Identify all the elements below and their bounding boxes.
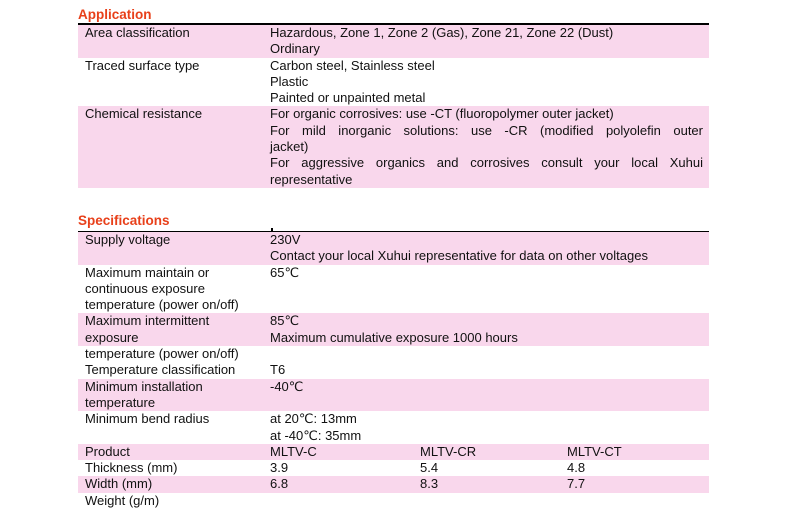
product-cell: MLTV-CT bbox=[567, 443, 622, 459]
table-row-max-maintain-temperature bbox=[78, 265, 709, 314]
row-value bbox=[270, 232, 709, 265]
row-label-line: temperature (power on/off) bbox=[85, 297, 239, 313]
row-label-line: Temperature classification bbox=[85, 362, 236, 378]
product-cell: MLTV-CR bbox=[420, 443, 477, 459]
row-label bbox=[78, 58, 270, 74]
table-row-chemical-resistance bbox=[78, 106, 709, 187]
row-label-line: Maximum maintain or bbox=[85, 264, 210, 280]
row-label bbox=[78, 411, 270, 427]
table-row-thickness bbox=[78, 460, 709, 476]
row-value-line: at 20℃: 13mm bbox=[270, 411, 357, 427]
application-table bbox=[78, 23, 709, 188]
row-label-line: temperature bbox=[85, 394, 156, 410]
row-value bbox=[270, 362, 709, 378]
row-value-line: -40℃ bbox=[270, 378, 304, 394]
application-heading: Application bbox=[78, 7, 152, 22]
row-label-line: Maximum intermittent bbox=[85, 313, 210, 329]
row-label-line: Chemical resistance bbox=[85, 106, 203, 122]
specifications-table bbox=[78, 231, 709, 509]
table-row-weight bbox=[78, 493, 709, 509]
table-row-min-installation-temperature bbox=[78, 379, 709, 412]
row-value bbox=[270, 106, 709, 187]
row-value-line: at -40℃: 35mm bbox=[270, 427, 362, 443]
product-cell: 4.8 bbox=[567, 460, 586, 476]
row-label-line: Width (mm) bbox=[85, 476, 153, 492]
column-divider-tick bbox=[271, 228, 273, 232]
row-label bbox=[78, 265, 270, 314]
row-label bbox=[78, 493, 270, 509]
product-cell: 7.7 bbox=[567, 476, 586, 492]
product-columns bbox=[270, 460, 709, 476]
product-cell bbox=[420, 493, 567, 509]
row-value-line: For aggressive organics and corrosives consult your local Xuhui bbox=[270, 155, 703, 171]
row-value-line: Contact your local Xuhui representative for data on other voltages bbox=[270, 248, 648, 264]
table-row-traced-surface-type bbox=[78, 58, 709, 107]
row-label-line: Traced surface type bbox=[85, 57, 200, 73]
row-value-line: Painted or unpainted metal bbox=[270, 90, 426, 106]
table-row-min-bend-radius bbox=[78, 411, 709, 444]
row-label-line: continuous exposure bbox=[85, 280, 205, 296]
row-label-line: Thickness (mm) bbox=[85, 460, 178, 476]
row-label bbox=[78, 379, 270, 412]
row-value-line: Carbon steel, Stainless steel bbox=[270, 57, 435, 73]
row-label-line: Weight (g/m) bbox=[85, 492, 160, 508]
row-value-line: 85℃ bbox=[270, 313, 300, 329]
row-label-line: Area classification bbox=[85, 25, 190, 40]
table-row-intermittent-label-continuation bbox=[78, 346, 709, 362]
row-value bbox=[270, 411, 709, 444]
table-row-temperature-classification bbox=[78, 362, 709, 378]
row-value-line: Ordinary bbox=[270, 41, 320, 57]
row-value-line: representative bbox=[270, 171, 353, 187]
row-label bbox=[78, 106, 270, 122]
row-value-line: For mild inorganic solutions: use -CR (modified polyolefin outer bbox=[270, 122, 703, 138]
row-label-line: Minimum bend radius bbox=[85, 411, 210, 427]
row-value-line: 230V bbox=[270, 231, 301, 247]
row-value-line: 65℃ bbox=[270, 264, 300, 280]
row-value-line: T6 bbox=[270, 362, 286, 378]
table-row-max-intermittent-exposure bbox=[78, 313, 709, 346]
table-row-width bbox=[78, 476, 709, 492]
product-columns bbox=[270, 444, 709, 460]
row-label bbox=[78, 362, 270, 378]
row-label bbox=[78, 346, 270, 362]
product-cell bbox=[270, 493, 420, 509]
product-columns bbox=[270, 476, 709, 492]
row-value-line: Plastic bbox=[270, 73, 309, 89]
row-value bbox=[270, 265, 709, 281]
row-label bbox=[78, 232, 270, 248]
table-row-area-classification bbox=[78, 25, 709, 58]
product-cell: 6.8 bbox=[270, 476, 289, 492]
row-label bbox=[78, 444, 270, 460]
row-label bbox=[78, 313, 270, 346]
row-label bbox=[78, 476, 270, 492]
row-value bbox=[270, 313, 709, 346]
product-cell bbox=[567, 493, 709, 509]
row-value-line: For organic corrosives: use -CT (fluoropolymer outer jacket) bbox=[270, 106, 614, 122]
row-value-line: Hazardous, Zone 1, Zone 2 (Gas), Zone 21, Zone 22 (Dust) bbox=[270, 25, 614, 40]
product-cell: 3.9 bbox=[270, 460, 289, 476]
product-cell: 8.3 bbox=[420, 476, 439, 492]
row-value bbox=[270, 25, 709, 58]
row-value-line: Maximum cumulative exposure 1000 hours bbox=[270, 329, 518, 345]
product-cell: MLTV-C bbox=[270, 443, 317, 459]
row-label bbox=[78, 25, 270, 41]
row-label bbox=[78, 460, 270, 476]
row-label-line: Product bbox=[85, 443, 130, 459]
table-row-product bbox=[78, 444, 709, 460]
specifications-heading: Specifications bbox=[78, 212, 170, 228]
row-value bbox=[270, 58, 709, 107]
row-value-line: jacket) bbox=[270, 139, 309, 155]
row-label-line: exposure bbox=[85, 329, 139, 345]
table-row-supply-voltage bbox=[78, 232, 709, 265]
row-label-line: Minimum installation bbox=[85, 378, 203, 394]
product-cell: 5.4 bbox=[420, 460, 439, 476]
row-label-line: temperature (power on/off) bbox=[85, 346, 239, 362]
row-value bbox=[270, 379, 709, 395]
product-columns bbox=[270, 493, 709, 509]
row-label-line: Supply voltage bbox=[85, 231, 171, 247]
